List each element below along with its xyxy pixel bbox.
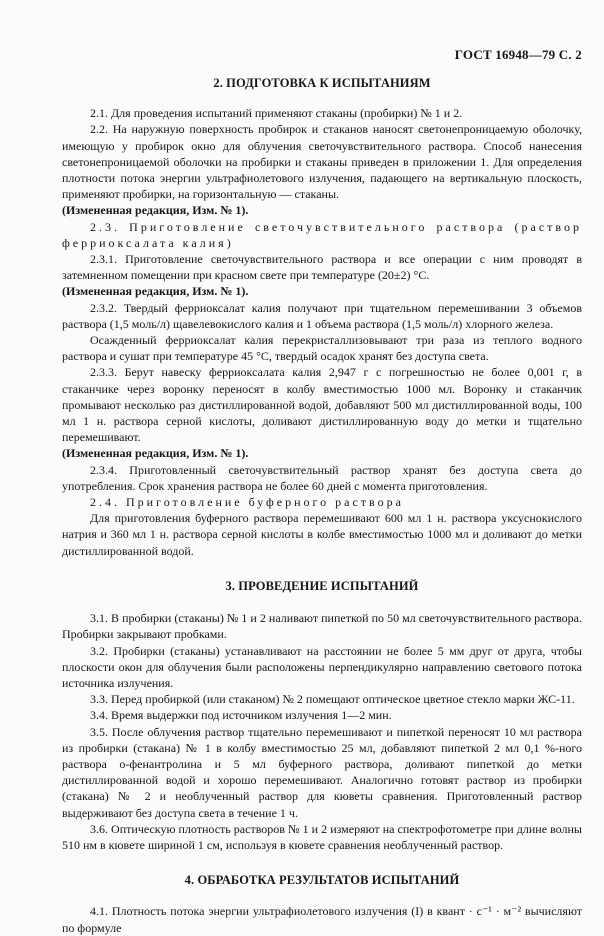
document-body xyxy=(62,70,582,936)
paragraph-3-6: 3.6. Оптическую плотность растворов № 1 и 2 измеряют на спектрофотометре при длине волны 510 нм в кювете шириной 1 см, используя в кювете сравнения необлученный раствор. xyxy=(62,821,582,852)
edit-note: (Измененная редакция, Изм. № 1). xyxy=(62,284,249,299)
paragraph-3-3: 3.3. Перед пробиркой (или стаканом) № 2 помещают оптическое цветное стекло марки ЖС-11. xyxy=(90,692,575,707)
paragraph-3-2: 3.2. Пробирки (стаканы) устанавливают на расстоянии не более 5 мм друг от друга, чтобы плоскости окон для облучения были расположены перпендикулярно направлению светового потока источника излучения. xyxy=(62,643,582,690)
paragraph-2-4-body: Для приготовления буферного раствора перемешивают 600 мл 1 н. раствора уксуснокислого натрия и 360 мл 1 н. раствора серной кислоты в колбе вместимостью 1000 мл и доливают до метки дистиллированной водой. xyxy=(62,511,582,558)
paragraph-2-3-2: 2.3.2. Твердый ферриоксалат калия получают при тщательном перемешивании 3 объемов раствора (1,5 моль/л) щавелевокислого калия и 1 объема раствора (1,5 моль/л) хлорного железа. xyxy=(62,300,582,331)
section-title-2: 2. ПОДГОТОВКА К ИСПЫТАНИЯМ xyxy=(213,76,431,90)
section-title-3: 3. ПРОВЕДЕНИЕ ИСПЫТАНИЙ xyxy=(225,578,419,593)
paragraph-2-3-1: 2.3.1. Приготовление светочувствительного раствора и все операции с ним проводят в затемненном помещении при красном свете при температуре (20±2) °С. xyxy=(62,252,582,283)
paragraph-3-5: 3.5. После облучения раствор тщательно перемешивают и пипеткой переносят 10 мл раствора из пробирки (стакана) № 1 в колбу вместимостью 25 мл, добавляют пипеткой 2 мл 0,1 %-ного раствора о-фенантролина и 5 мл буферного раствора, доливают пипеткой до метки дистиллированной водой и хорошо перемешивают. Аналогично готовят раствор из пробирки (стакана) № 2 и необлученный раствор для кюветы сравнения. Приготовленный раствор выдерживают без доступа света в течение 1 ч. xyxy=(62,724,582,820)
paragraph-2-3-2-cont: Осажденный ферриоксалат калия перекристаллизовывают три раза из теплого водного раствора и сушат при температуре 45 °С, твердый осадок хранят без доступа света. xyxy=(62,333,582,364)
edit-note: (Измененная редакция, Изм. № 1). xyxy=(62,203,249,218)
paragraph-2-3: 2.3. Приготовление светочувствительного раствора (раствор ферриоксалата калия) xyxy=(62,219,582,250)
paragraph-2-1: 2.1. Для проведения испытаний применяют стаканы (пробирки) № 1 и 2. xyxy=(90,106,463,121)
paragraph-2-3-4: 2.3.4. Приготовленный светочувствительный раствор хранят без доступа света до употребления. Срок хранения раствора не более 60 дней с момента приготовления. xyxy=(62,462,582,493)
paragraph-2-3-3: 2.3.3. Берут навеску ферриоксалата калия 2,947 г с погрешностью не более 0,001 г, в стаканчике через воронку переносят в колбу вместимостью 1000 мл. Воронку и стаканчик промывают несколько раз дистиллированной водой, добавляют 500 мл дистиллированной воды, 100 мл 1 н. раствора серной кислоты, доливают дистиллированную воду до метки и тщательно перемешивают. xyxy=(62,365,582,445)
paragraph-4-1: 4.1. Плотность потока энергии ультрафиолетового излучения (I) в квант · с⁻¹ · м⁻² вычисляют по формуле xyxy=(62,904,582,935)
paragraph-2-4: 2.4. Приготовление буферного раствора xyxy=(90,495,404,510)
paragraph-2-2: 2.2. На наружную поверхность пробирок и стаканов наносят светонепроницаемую оболочку, имеющую у пробирок окно для облучения светочувствительного раствора. Способ нанесения светонепроницаемой оболочки на пробирки и стаканы приведен в приложении 1. Для определения плотности потока энергии ультрафиолетового излучения, падающего на вертикальную плоскость, применяют пробирки, на горизонтальную — стаканы. xyxy=(62,122,582,202)
paragraph-3-4: 3.4. Время выдержки под источником излучения 1—2 мин. xyxy=(90,708,392,723)
section-title-4: 4. ОБРАБОТКА РЕЗУЛЬТАТОВ ИСПЫТАНИЙ xyxy=(184,873,460,888)
page-header: ГОСТ 16948—79 С. 2 xyxy=(454,47,582,62)
edit-note: (Измененная редакция, Изм. № 1). xyxy=(62,446,249,461)
paragraph-3-1: 3.1. В пробирки (стаканы) № 1 и 2 наливают пипеткой по 50 мл светочувствительного раствора. Пробирки закрывают пробками. xyxy=(62,611,582,642)
